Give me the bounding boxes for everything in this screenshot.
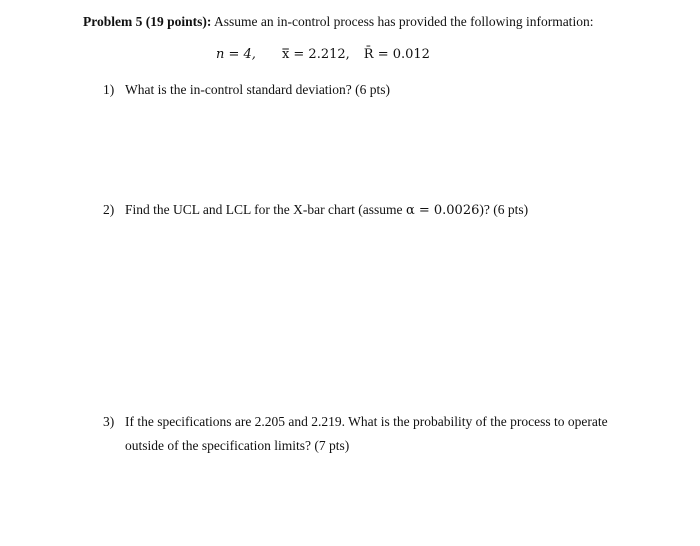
question-1-text: What is the in-control standard deviation? (6 pts) (125, 82, 391, 97)
given-values (216, 46, 430, 64)
question-2-text-after: )? (6 pts) (479, 202, 529, 217)
question-2-text-before: Find the UCL and LCL for the X-bar chart (assume (125, 202, 403, 217)
question-1 (103, 81, 390, 99)
problem-header (83, 13, 593, 31)
question-3-line-1: If the specifications are 2.205 and 2.219. What is the probability of the process to operate (125, 414, 608, 429)
problem-heading: Problem 5 (19 points): (83, 14, 212, 29)
question-3 (103, 413, 608, 431)
question-3-number: 3) (103, 414, 115, 429)
question-2-number: 2) (103, 202, 115, 217)
question-2-alpha: α = 0.0026 (405, 203, 480, 218)
given-rbar: R̄ = 0.012 (363, 47, 430, 62)
question-1-number: 1) (103, 82, 115, 97)
question-3-line-2: outside of the specification limits? (7 pts) (125, 438, 350, 453)
given-xbar: x̿ = 2.212, (281, 47, 350, 62)
given-n: n = 4, (216, 47, 256, 62)
question-3-continued (125, 437, 349, 455)
problem-intro: Assume an in-control process has provided the following information: (214, 14, 594, 29)
question-2 (103, 201, 528, 220)
